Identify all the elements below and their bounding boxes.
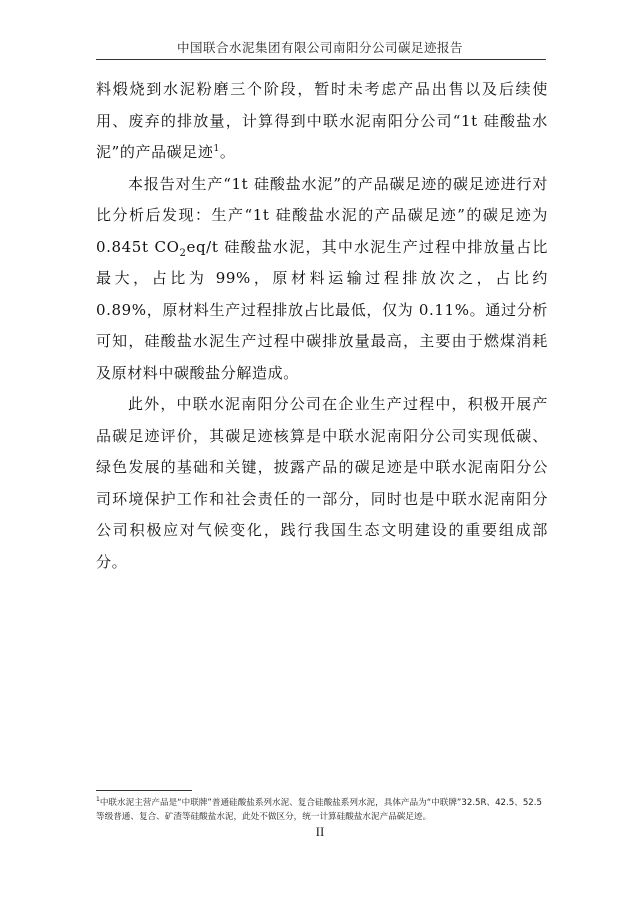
header-divider	[96, 59, 546, 60]
footnote-reference: 1	[213, 144, 220, 154]
paragraph-2	[96, 169, 548, 390]
page-header-title: 中国联合水泥集团有限公司南阳分公司碳足迹报告	[176, 40, 463, 55]
paragraph-1-text: 料煅烧到水泥粉磨三个阶段，暂时未考虑产品出售以及后续使用、废弃的排放量，计算得到中联水泥南阳分公司“1t 硅酸盐水泥”的产品碳足迹	[96, 80, 548, 161]
report-body	[96, 74, 548, 578]
footnote-divider	[96, 790, 192, 791]
footnote-text: 中联水泥主营产品是“中联牌”普通硅酸盐系列水泥、复合硅酸盐系列水泥，具体产品为“中联牌”32.5R、42.5、52.5 等级普通、复合、矿渣等硅酸盐水泥，此处不做区分，统一计算硅酸盐水泥产品碳足迹。	[96, 798, 542, 822]
paragraph-2-text-b: eq/t 硅酸盐水泥，其中水泥生产过程中排放量占比最大，占比为 99%，原材料运输过程排放次之，占比约 0.89%，原材料生产过程排放占比最低，仅为 0.11%。通过分析可知，硅酸盐水泥生产过程中碳排放量最高，主要由于燃煤消耗及原材料中碳酸盐分解造成。	[96, 237, 548, 382]
paragraph-1-end: 。	[219, 143, 236, 161]
paragraph-2-text-a: 本报告对生产“1t 硅酸盐水泥”的产品碳足迹的碳足迹进行对比分析后发现：生产“1t 硅酸盐水泥的产品碳足迹”的碳足迹为 0.845t CO	[96, 174, 548, 256]
co2-subscript: 2	[179, 247, 187, 259]
footnote	[96, 796, 548, 824]
paragraph-1	[96, 74, 548, 169]
paragraph-3: 此外，中联水泥南阳分公司在企业生产过程中，积极开展产品碳足迹评价，其碳足迹核算是中联水泥南阳分公司实现低碳、绿色发展的基础和关键，披露产品的碳足迹是中联水泥南阳分公司环境保护工作和社会责任的一部分，同时也是中联水泥南阳分公司积极应对气候变化，践行我国生态文明建设的重要组成部分。	[96, 395, 548, 571]
footnote-marker: 1	[96, 796, 100, 804]
page-number: II	[315, 824, 325, 839]
